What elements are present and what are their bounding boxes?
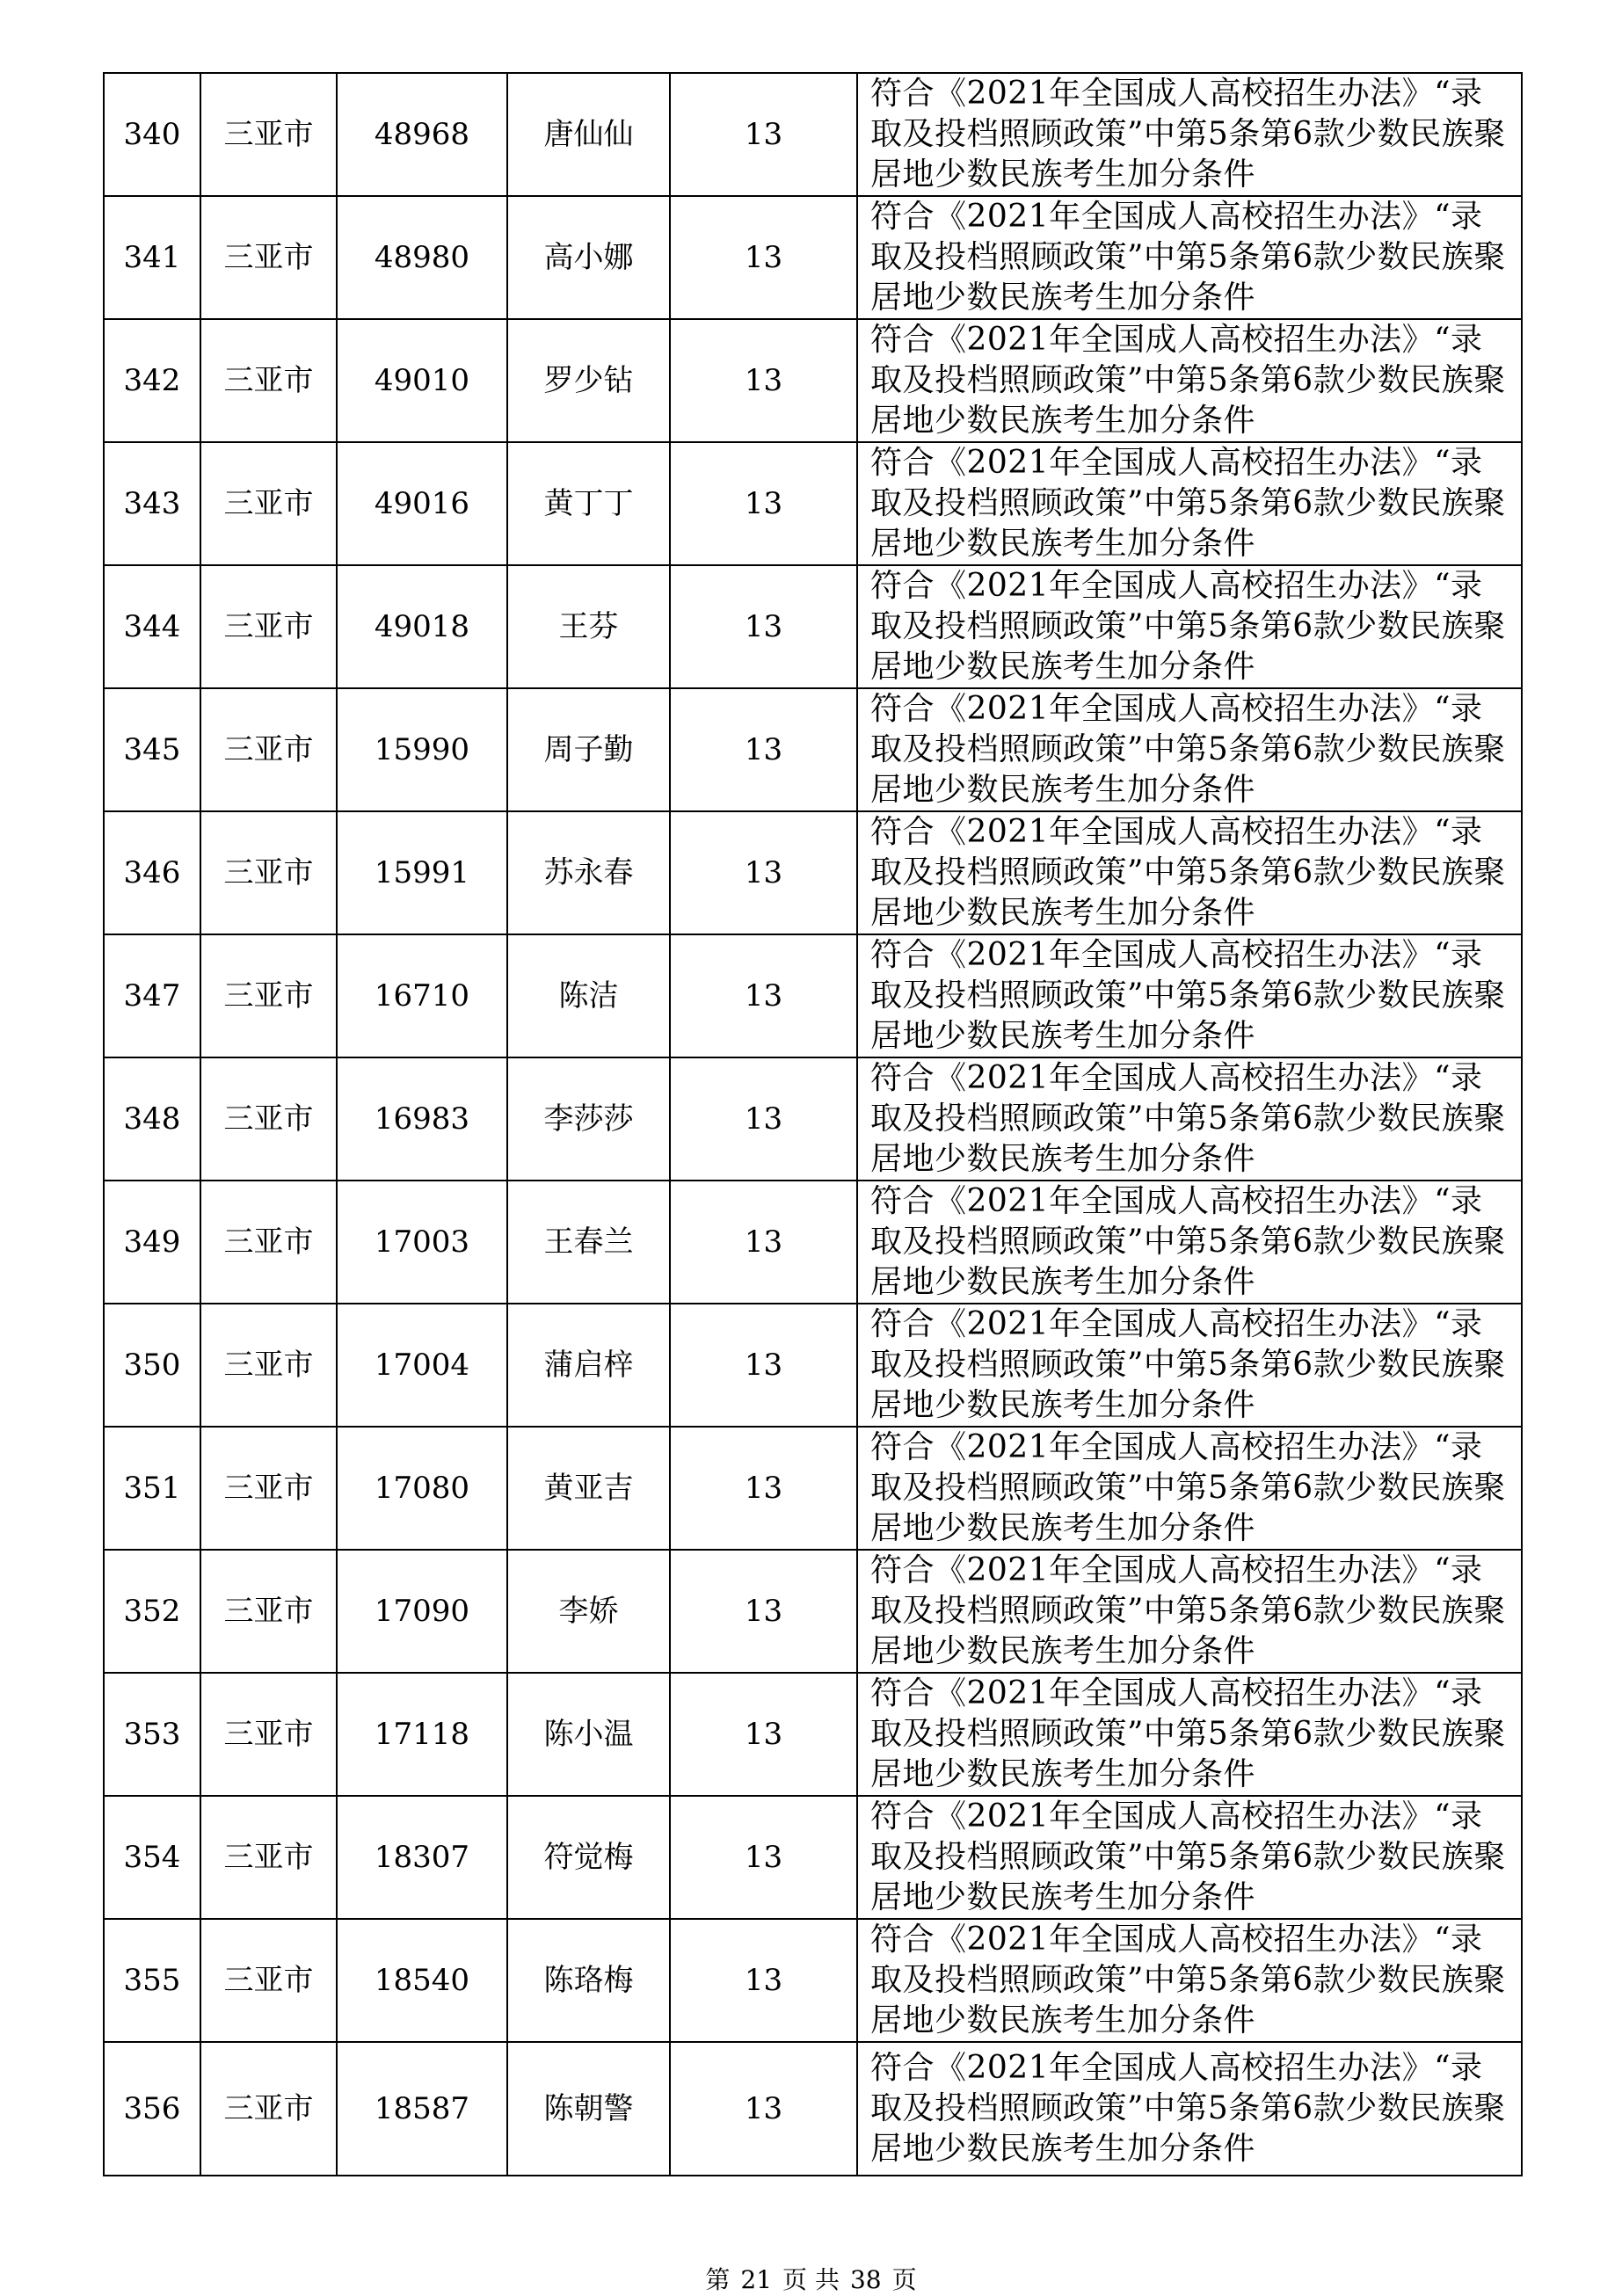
bonus-score-cell: 13	[670, 2042, 857, 2176]
candidate-table	[103, 72, 1523, 2176]
remark-cell: 符合《2021年全国成人高校招生办法》“录取及投档照顾政策”中第5条第6款少数民族聚居地少数民族考生加分条件	[857, 811, 1522, 934]
remark-cell: 符合《2021年全国成人高校招生办法》“录取及投档照顾政策”中第5条第6款少数民族聚居地少数民族考生加分条件	[857, 1427, 1522, 1550]
candidate-name-cell: 周子勤	[507, 688, 670, 811]
bonus-score-cell: 13	[670, 1919, 857, 2042]
row-number: 352	[104, 1550, 200, 1673]
row-number: 349	[104, 1181, 200, 1304]
footer-prefix: 第	[705, 2265, 731, 2294]
remark-cell: 符合《2021年全国成人高校招生办法》“录取及投档照顾政策”中第5条第6款少数民族聚居地少数民族考生加分条件	[857, 1796, 1522, 1919]
candidate-id-cell: 17090	[337, 1550, 507, 1673]
bonus-score-cell: 13	[670, 1673, 857, 1796]
row-number: 345	[104, 688, 200, 811]
candidate-id-cell: 15991	[337, 811, 507, 934]
candidate-id-cell: 18540	[337, 1919, 507, 2042]
candidate-id-cell: 17004	[337, 1304, 507, 1427]
bonus-score-cell: 13	[670, 319, 857, 442]
remark-cell: 符合《2021年全国成人高校招生办法》“录取及投档照顾政策”中第5条第6款少数民族聚居地少数民族考生加分条件	[857, 1304, 1522, 1427]
bonus-score-cell: 13	[670, 1796, 857, 1919]
page-footer	[0, 2261, 1622, 2296]
remark-cell: 符合《2021年全国成人高校招生办法》“录取及投档照顾政策”中第5条第6款少数民族聚居地少数民族考生加分条件	[857, 2042, 1522, 2176]
remark-cell: 符合《2021年全国成人高校招生办法》“录取及投档照顾政策”中第5条第6款少数民族聚居地少数民族考生加分条件	[857, 1181, 1522, 1304]
city-cell: 三亚市	[200, 1796, 337, 1919]
candidate-name-cell: 符觉梅	[507, 1796, 670, 1919]
bonus-score-cell: 13	[670, 73, 857, 196]
footer-suffix: 页	[891, 2265, 917, 2294]
row-number: 340	[104, 73, 200, 196]
remark-cell: 符合《2021年全国成人高校招生办法》“录取及投档照顾政策”中第5条第6款少数民族聚居地少数民族考生加分条件	[857, 1057, 1522, 1181]
table-row	[104, 73, 1522, 196]
row-number: 351	[104, 1427, 200, 1550]
city-cell: 三亚市	[200, 442, 337, 565]
bonus-score-cell: 13	[670, 1304, 857, 1427]
remark-cell: 符合《2021年全国成人高校招生办法》“录取及投档照顾政策”中第5条第6款少数民族聚居地少数民族考生加分条件	[857, 934, 1522, 1057]
city-cell: 三亚市	[200, 1427, 337, 1550]
city-cell: 三亚市	[200, 73, 337, 196]
table-row	[104, 688, 1522, 811]
row-number: 353	[104, 1673, 200, 1796]
city-cell: 三亚市	[200, 1673, 337, 1796]
table-row	[104, 1673, 1522, 1796]
candidate-name-cell: 唐仙仙	[507, 73, 670, 196]
table-row	[104, 1181, 1522, 1304]
candidate-name-cell: 陈珞梅	[507, 1919, 670, 2042]
city-cell: 三亚市	[200, 934, 337, 1057]
candidate-name-cell: 苏永春	[507, 811, 670, 934]
table-row	[104, 1427, 1522, 1550]
candidate-id-cell: 48968	[337, 73, 507, 196]
candidate-id-cell: 16983	[337, 1057, 507, 1181]
city-cell: 三亚市	[200, 565, 337, 688]
table-row	[104, 2042, 1522, 2176]
city-cell: 三亚市	[200, 1304, 337, 1427]
row-number: 355	[104, 1919, 200, 2042]
footer-current-page: 21	[740, 2265, 773, 2294]
remark-cell: 符合《2021年全国成人高校招生办法》“录取及投档照顾政策”中第5条第6款少数民族聚居地少数民族考生加分条件	[857, 73, 1522, 196]
row-number: 343	[104, 442, 200, 565]
table-row	[104, 1550, 1522, 1673]
city-cell: 三亚市	[200, 1919, 337, 2042]
bonus-score-cell: 13	[670, 688, 857, 811]
bonus-score-cell: 13	[670, 811, 857, 934]
table-row	[104, 1796, 1522, 1919]
candidate-name-cell: 陈朝警	[507, 2042, 670, 2176]
candidate-id-cell: 49018	[337, 565, 507, 688]
remark-cell: 符合《2021年全国成人高校招生办法》“录取及投档照顾政策”中第5条第6款少数民族聚居地少数民族考生加分条件	[857, 1919, 1522, 2042]
bonus-score-cell: 13	[670, 934, 857, 1057]
city-cell: 三亚市	[200, 2042, 337, 2176]
candidate-id-cell: 49016	[337, 442, 507, 565]
candidate-name-cell: 李莎莎	[507, 1057, 670, 1181]
candidate-name-cell: 罗少钻	[507, 319, 670, 442]
candidate-name-cell: 陈洁	[507, 934, 670, 1057]
bonus-score-cell: 13	[670, 565, 857, 688]
footer-total-pages: 38	[849, 2265, 882, 2294]
candidate-id-cell: 49010	[337, 319, 507, 442]
candidate-name-cell: 黄亚吉	[507, 1427, 670, 1550]
bonus-score-cell: 13	[670, 1181, 857, 1304]
candidate-name-cell: 李娇	[507, 1550, 670, 1673]
candidate-id-cell: 17118	[337, 1673, 507, 1796]
remark-cell: 符合《2021年全国成人高校招生办法》“录取及投档照顾政策”中第5条第6款少数民族聚居地少数民族考生加分条件	[857, 688, 1522, 811]
bonus-score-cell: 13	[670, 1550, 857, 1673]
candidate-id-cell: 48980	[337, 196, 507, 319]
table-row	[104, 1057, 1522, 1181]
table-body	[104, 73, 1522, 2176]
row-number: 356	[104, 2042, 200, 2176]
candidate-name-cell: 王芬	[507, 565, 670, 688]
table-row	[104, 196, 1522, 319]
candidate-name-cell: 高小娜	[507, 196, 670, 319]
candidate-id-cell: 17080	[337, 1427, 507, 1550]
candidate-id-cell: 17003	[337, 1181, 507, 1304]
remark-cell: 符合《2021年全国成人高校招生办法》“录取及投档照顾政策”中第5条第6款少数民族聚居地少数民族考生加分条件	[857, 565, 1522, 688]
city-cell: 三亚市	[200, 1181, 337, 1304]
table-row	[104, 1919, 1522, 2042]
candidate-id-cell: 18307	[337, 1796, 507, 1919]
bonus-score-cell: 13	[670, 1427, 857, 1550]
city-cell: 三亚市	[200, 319, 337, 442]
footer-middle: 页 共	[782, 2265, 840, 2294]
city-cell: 三亚市	[200, 811, 337, 934]
row-number: 350	[104, 1304, 200, 1427]
candidate-name-cell: 王春兰	[507, 1181, 670, 1304]
city-cell: 三亚市	[200, 196, 337, 319]
remark-cell: 符合《2021年全国成人高校招生办法》“录取及投档照顾政策”中第5条第6款少数民族聚居地少数民族考生加分条件	[857, 1673, 1522, 1796]
candidate-name-cell: 陈小温	[507, 1673, 670, 1796]
table-row	[104, 1304, 1522, 1427]
table-row	[104, 319, 1522, 442]
row-number: 347	[104, 934, 200, 1057]
row-number: 348	[104, 1057, 200, 1181]
table-row	[104, 565, 1522, 688]
city-cell: 三亚市	[200, 688, 337, 811]
bonus-score-cell: 13	[670, 196, 857, 319]
candidate-name-cell: 黄丁丁	[507, 442, 670, 565]
candidate-id-cell: 16710	[337, 934, 507, 1057]
remark-cell: 符合《2021年全国成人高校招生办法》“录取及投档照顾政策”中第5条第6款少数民族聚居地少数民族考生加分条件	[857, 319, 1522, 442]
city-cell: 三亚市	[200, 1057, 337, 1181]
candidate-name-cell: 蒲启梓	[507, 1304, 670, 1427]
bonus-score-cell: 13	[670, 442, 857, 565]
row-number: 346	[104, 811, 200, 934]
bonus-score-cell: 13	[670, 1057, 857, 1181]
row-number: 354	[104, 1796, 200, 1919]
candidate-id-cell: 15990	[337, 688, 507, 811]
remark-cell: 符合《2021年全国成人高校招生办法》“录取及投档照顾政策”中第5条第6款少数民族聚居地少数民族考生加分条件	[857, 196, 1522, 319]
remark-cell: 符合《2021年全国成人高校招生办法》“录取及投档照顾政策”中第5条第6款少数民族聚居地少数民族考生加分条件	[857, 1550, 1522, 1673]
row-number: 344	[104, 565, 200, 688]
row-number: 342	[104, 319, 200, 442]
table-row	[104, 811, 1522, 934]
remark-cell: 符合《2021年全国成人高校招生办法》“录取及投档照顾政策”中第5条第6款少数民族聚居地少数民族考生加分条件	[857, 442, 1522, 565]
table-row	[104, 442, 1522, 565]
city-cell: 三亚市	[200, 1550, 337, 1673]
table-row	[104, 934, 1522, 1057]
candidate-id-cell: 18587	[337, 2042, 507, 2176]
row-number: 341	[104, 196, 200, 319]
